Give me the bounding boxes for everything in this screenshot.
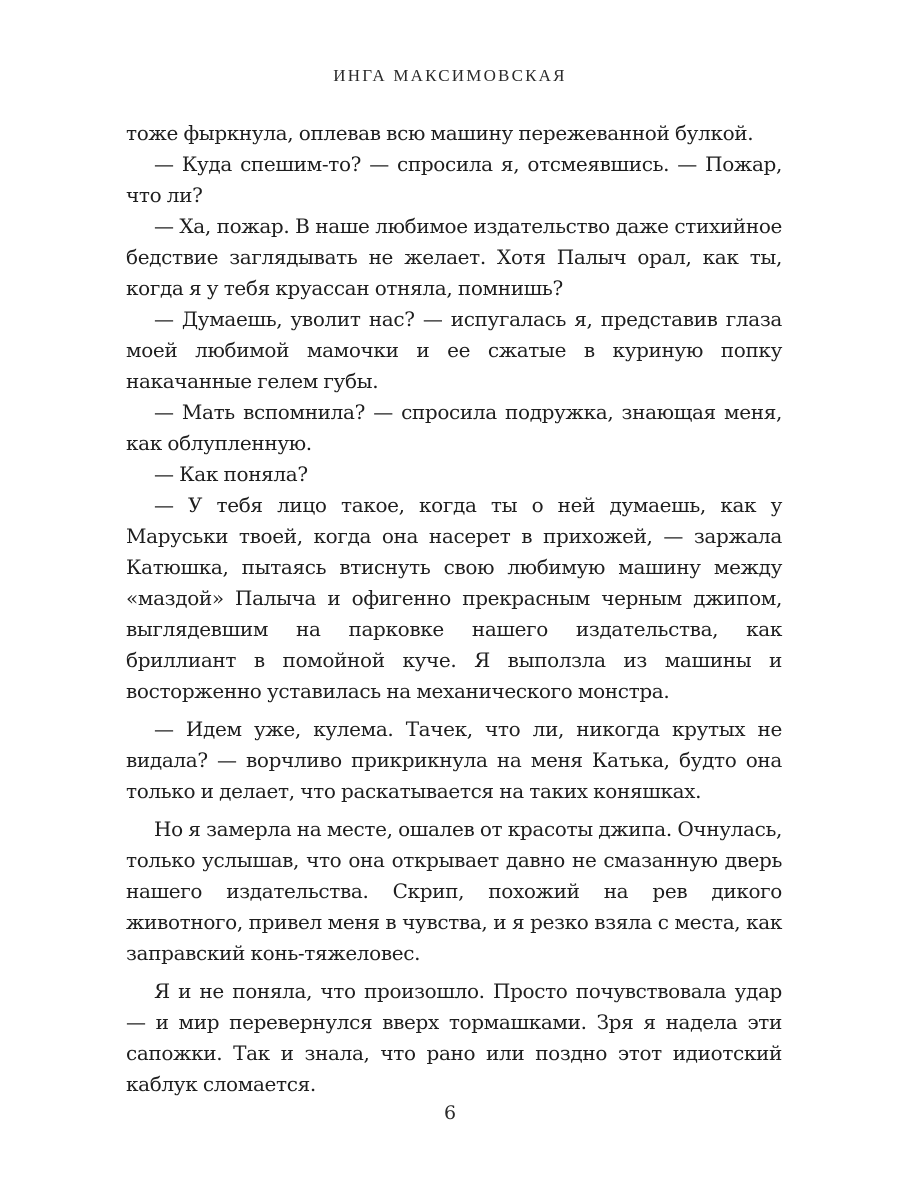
paragraph: — Ха, пожар. В наше любимое издательство даже стихийное бедствие заглядывать не желает. Хотя Палыч орал, как ты, когда я у тебя круассан отняла, помнишь? [126,214,782,300]
running-head-author: ИНГА МАКСИМОВСКАЯ [333,66,567,85]
page-number: 6 [443,1102,457,1124]
paragraph: — Думаешь, уволит нас? — испугалась я, представив глаза моей любимой мамочки и ее сжатые в куриную попку накачанные гелем губы. [126,307,782,393]
body-text [126,118,782,1100]
paragraph: тоже фыркнула, оплевав всю машину пережеванной булкой. [126,121,754,145]
paragraph: — Мать вспомнила? — спросила подружка, знающая меня, как облупленную. [126,400,782,455]
paragraph: — Куда спешим-то? — спросила я, отсмеявшись. — Пожар, что ли? [126,152,782,207]
paragraph: Я и не поняла, что произошло. Просто почувствовала удар — и мир перевернулся вверх тормашками. Зря я надела эти сапожки. Так и знала, что рано или поздно этот идиотский каблук сломается. [126,979,782,1096]
paragraph: — У тебя лицо такое, когда ты о ней думаешь, как у Маруськи твоей, когда она насерет в прихожей, — заржала Катюшка, пытаясь втиснуть свою любимую машину между «маздой» Палыча и офигенно прекрасным черным джипом, выглядевшим на парковке нашего издательства, как бриллиант в помойной куче. Я выползла из машины и восторженно уставилась на механического монстра. [126,493,782,703]
paragraph: — Как поняла? [154,462,308,486]
paragraph: Но я замерла на месте, ошалев от красоты джипа. Очнулась, только услышав, что она открывает давно не смазанную дверь нашего издательства. Скрип, похожий на рев дикого животного, привел меня в чувства, и я резко взяла с места, как заправский конь-тяжеловес. [126,817,782,965]
paragraph: — Идем уже, кулема. Тачек, что ли, никогда крутых не видала? — ворчливо прикрикнула на меня Катька, будто она только и делает, что раскатывается на таких коняшках. [126,717,782,803]
